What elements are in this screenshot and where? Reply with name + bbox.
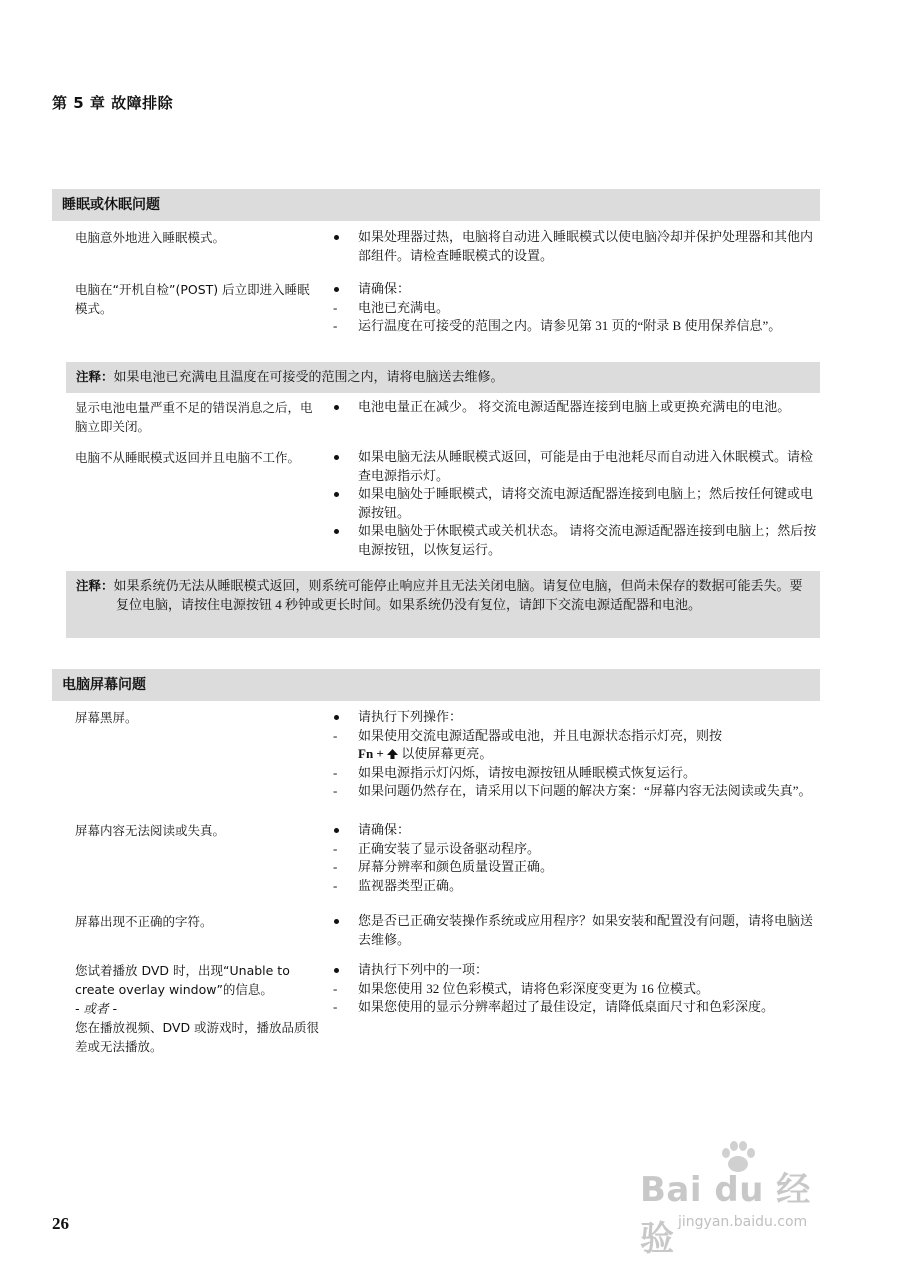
solution <box>333 280 819 336</box>
note-label: 注释： <box>76 369 114 384</box>
solution <box>333 821 819 895</box>
note-text: 如果电池已充满电且温度在可接受的范围之内，请将电脑送去维修。 <box>113 369 504 384</box>
note-paragraph <box>76 577 810 614</box>
symptom-text: 屏幕内容无法阅读或失真。 <box>75 823 226 838</box>
solution-bullet: 电池电量正在减少。 将交流电源适配器连接到电脑上或更换充满电的电池。 <box>333 398 819 417</box>
symptom-text: 电脑不从睡眠模式返回并且电脑不工作。 <box>75 450 301 465</box>
dash-text: 以使屏幕更亮。 <box>398 746 493 761</box>
solution-dash-item <box>333 727 819 764</box>
solution <box>333 228 819 265</box>
page-number: 26 <box>52 1214 69 1233</box>
baidu-watermark <box>640 1140 840 1259</box>
solution-bullet: 如果电脑无法从睡眠模式返回，可能是由于电池耗尽而自动进入休眠模式。请检查电源指示灯。 <box>333 448 819 485</box>
solution <box>333 448 819 559</box>
brightness-up-icon <box>387 746 398 761</box>
or-separator: - 或者 - <box>75 1001 117 1016</box>
note-box <box>66 571 820 638</box>
symptom-text: 您在播放视频、DVD 或游戏时，播放品质很差或无法播放。 <box>75 1020 320 1054</box>
key-combo: Fn + <box>358 746 388 761</box>
solution <box>333 708 819 801</box>
solution-bullet: 请执行下列操作： <box>333 708 819 727</box>
symptom-text-group <box>75 961 320 1056</box>
solution-dash-item: - 如果您使用的显示分辨率超过了最佳设定，请降低桌面尺寸和色彩深度。 <box>333 998 819 1017</box>
solution-bullet: 您是否已正确安装操作系统或应用程序？如果安装和配置没有问题，请将电脑送去维修。 <box>333 912 819 949</box>
solution-dash-item: - 监视器类型正确。 <box>333 877 819 896</box>
watermark-url: jingyan.baidu.com <box>678 1214 808 1230</box>
solution-bullet: 如果电脑处于睡眠模式，请将交流电源适配器连接到电脑上；然后按任何键或电源按钮。 <box>333 485 819 522</box>
watermark-logo: Bai du 经验 <box>640 1170 811 1259</box>
solution-dash-item: - 运行温度在可接受的范围之内。请参见第 31 页的“附录 B 使用保养信息”。 <box>333 317 819 336</box>
solution <box>333 398 819 417</box>
solution-bullet: 如果电脑处于休眠模式或关机状态。 请将交流电源适配器连接到电脑上；然后按电源按钮，以恢复运行。 <box>333 522 819 559</box>
solution-dash-item: - 屏幕分辨率和颜色质量设置正确。 <box>333 858 819 877</box>
solution-bullet: 请确保： <box>333 821 819 840</box>
note-box <box>66 362 820 393</box>
solution-dash-item: - 电池已充满电。 <box>333 299 819 318</box>
solution-dash-item: - 如果电源指示灯闪烁，请按电源按钮从睡眠模式恢复运行。 <box>333 764 819 783</box>
chapter-title: 第 5 章 故障排除 <box>52 94 174 112</box>
note-label: 注释： <box>76 578 114 593</box>
note-text: 如果系统仍无法从睡眠模式返回，则系统可能停止响应并且无法关闭电脑。请复位电脑，但尚未保存的数据可能丢失。要复位电脑，请按住电源按钮 4 秒钟或更长时间。如果系统仍没有复位，请卸下交流电源适配器和电池。 <box>113 578 803 612</box>
section-title-sleep: 睡眠或休眠问题 <box>52 189 820 221</box>
solution-dash-item: - 正确安装了显示设备驱动程序。 <box>333 840 819 859</box>
solution <box>333 912 819 949</box>
solution-bullet: 请确保： <box>333 280 819 299</box>
solution-bullet: 如果处理器过热，电脑将自动进入睡眠模式以使电脑冷却并保护处理器和其他内部组件。请检查睡眠模式的设置。 <box>333 228 819 265</box>
solution-bullet: 请执行下列中的一项： <box>333 961 819 980</box>
section-title-screen: 电脑屏幕问题 <box>52 669 820 701</box>
solution <box>333 961 819 1017</box>
symptom-text: 您试着播放 DVD 时，出现“Unable to create overlay window”的信息。 <box>75 963 290 997</box>
symptom-text: 显示电池电量严重不足的错误消息之后，电脑立即关闭。 <box>75 400 313 434</box>
symptom-text: 电脑在“开机自检”(POST) 后立即进入睡眠模式。 <box>75 282 310 316</box>
solution-dash-item: - 如果问题仍然存在，请采用以下问题的解决方案：“屏幕内容无法阅读或失真”。 <box>333 782 819 801</box>
solution-dash-item: - 如果您使用 32 位色彩模式，请将色彩深度变更为 16 位模式。 <box>333 980 819 999</box>
symptom-text: 电脑意外地进入睡眠模式。 <box>75 230 226 245</box>
symptom-text: 屏幕出现不正确的字符。 <box>75 914 213 929</box>
dash-text: 如果使用交流电源适配器或电池，并且电源状态指示灯亮，则按 <box>358 727 723 743</box>
symptom-text: 屏幕黑屏。 <box>75 710 138 725</box>
